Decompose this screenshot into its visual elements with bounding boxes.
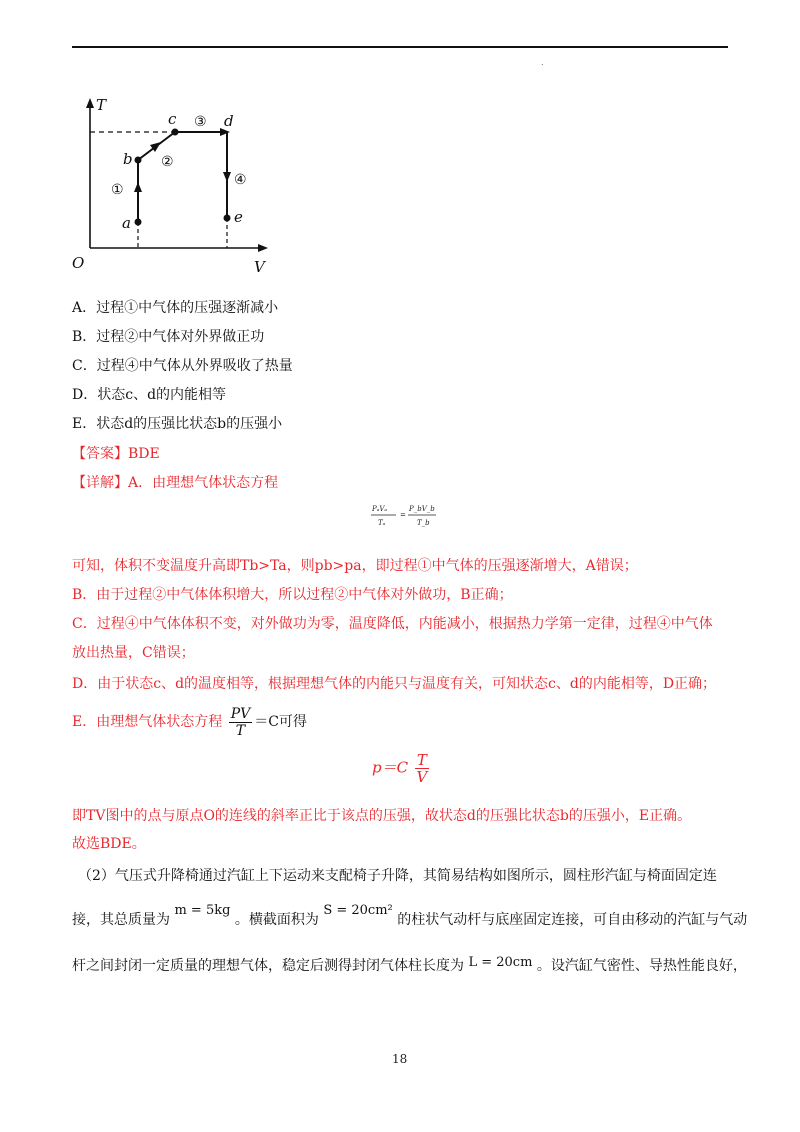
point-e-label: e (234, 208, 243, 226)
eq1-sign: = (400, 511, 406, 519)
point-b-label: b (123, 150, 133, 168)
process-3-label: ③ (194, 114, 207, 130)
process-1-arrow (134, 182, 142, 192)
length-formula: L = 20cm (468, 955, 533, 970)
point-e (224, 215, 231, 222)
process-2-label: ② (161, 154, 174, 170)
point-d-label: d (224, 112, 234, 130)
explain-e-intro: E．由理想气体状态方程 (72, 714, 223, 730)
detail-label: 【详解】 (72, 475, 128, 491)
problem-line-3-a: 杆之间封闭一定质量的理想气体，稳定后测得封闭气体柱长度为 (72, 958, 464, 974)
problem-line-2-a: 接，其总质量为 (72, 912, 170, 928)
problem-line-3 (72, 956, 747, 977)
t-axis-arrow (86, 98, 94, 108)
eq2-numerator: T (416, 751, 427, 769)
header-rule (72, 46, 728, 48)
problem-line-3-b: 。设汽缸气密性、导热性能良好， (536, 958, 747, 974)
explain-final: 故选BDE。 (72, 836, 146, 852)
page-number: 18 (392, 1052, 408, 1066)
explain-e (72, 704, 307, 740)
option-a: A．过程①中气体的压强逐渐减小 (72, 300, 279, 316)
explain-e-rhs: ＝C可得 (254, 714, 307, 730)
origin-label: O (72, 254, 85, 272)
problem-line-2-c: 的柱状气动杆与底座固定连接，可自由移动的汽缸与气动 (397, 912, 748, 928)
explain-c-1: C．过程④中气体体积不变，对外做功为零，温度降低，内能减小，根据热力学第一定律，过程④中气体 (72, 616, 713, 632)
problem-line-2 (72, 903, 748, 931)
axis-v-label: V (254, 258, 265, 276)
explain-a: 可知，体积不变温度升高即Tb>Ta，则pb>pa，即过程①中气体的压强逐渐增大，A错误； (72, 558, 638, 574)
area-formula: S = 20cm² (323, 903, 393, 918)
detail-intro: A．由理想气体状态方程 (128, 475, 279, 491)
process-4-label: ④ (234, 172, 247, 188)
pv-over-t-fraction (229, 706, 253, 739)
answer-line (72, 444, 160, 464)
pressure-equation (372, 752, 431, 785)
option-c: C．过程④中气体从外界吸收了热量 (72, 358, 293, 374)
v-axis-arrow (258, 244, 268, 252)
eq1-lhs-num: PₐVₐ (372, 505, 388, 513)
eq2-lhs: p＝C (372, 758, 409, 777)
point-b (135, 157, 142, 164)
header-dot: . (541, 58, 544, 67)
explain-b: B．由于过程②中气体体积增大，所以过程②中气体对外做功，B正确； (72, 587, 513, 603)
point-a (135, 219, 142, 226)
explain-c-2: 放出热量，C错误； (72, 645, 195, 661)
point-c (172, 129, 179, 136)
problem-line-2-b: 。横截面积为 (234, 912, 319, 928)
option-e: E．状态d的压强比状态b的压强小 (72, 416, 283, 432)
axis-t-label: T (96, 96, 107, 114)
process-4-arrow (223, 172, 231, 182)
detail-line (72, 473, 278, 493)
answer-label: 【答案】 (72, 446, 128, 462)
point-a-label: a (122, 214, 131, 232)
mass-formula: m = 5kg (174, 903, 231, 918)
explain-d: D．由于状态c、d的温度相等，根据理想气体的内能只与温度有关，可知状态c、d的内能相等，D正确； (72, 676, 717, 692)
eq1-rhs-den: T_b (417, 519, 430, 527)
point-c-label: c (168, 110, 177, 128)
eq2-denominator: V (416, 768, 428, 786)
tv-diagram (60, 90, 300, 280)
explain-conclusion: 即TV图中的点与原点O的连线的斜率正比于该点的压强，故状态d的压强比状态b的压强小，E正确。 (72, 808, 692, 824)
pv-numerator: PV (230, 705, 251, 722)
state-equation (370, 500, 440, 534)
option-d: D．状态c、d的内能相等 (72, 387, 227, 403)
problem-line-1: （2）气压式升降椅通过汽缸上下运动来支配椅子升降，其简易结构如图所示，圆柱形汽缸与椅面固定连 (78, 868, 717, 884)
process-1-label: ① (111, 182, 124, 198)
eq1-rhs-num: P_bV_b (409, 505, 435, 513)
state-equation-svg (370, 500, 440, 534)
t-over-v-fraction (415, 752, 429, 785)
t-denominator: T (235, 722, 246, 739)
eq1-lhs-den: Tₐ (378, 519, 386, 527)
answer-value: BDE (128, 446, 160, 462)
tv-diagram-svg (60, 90, 300, 280)
option-b: B．过程②中气体对外界做正功 (72, 329, 265, 345)
